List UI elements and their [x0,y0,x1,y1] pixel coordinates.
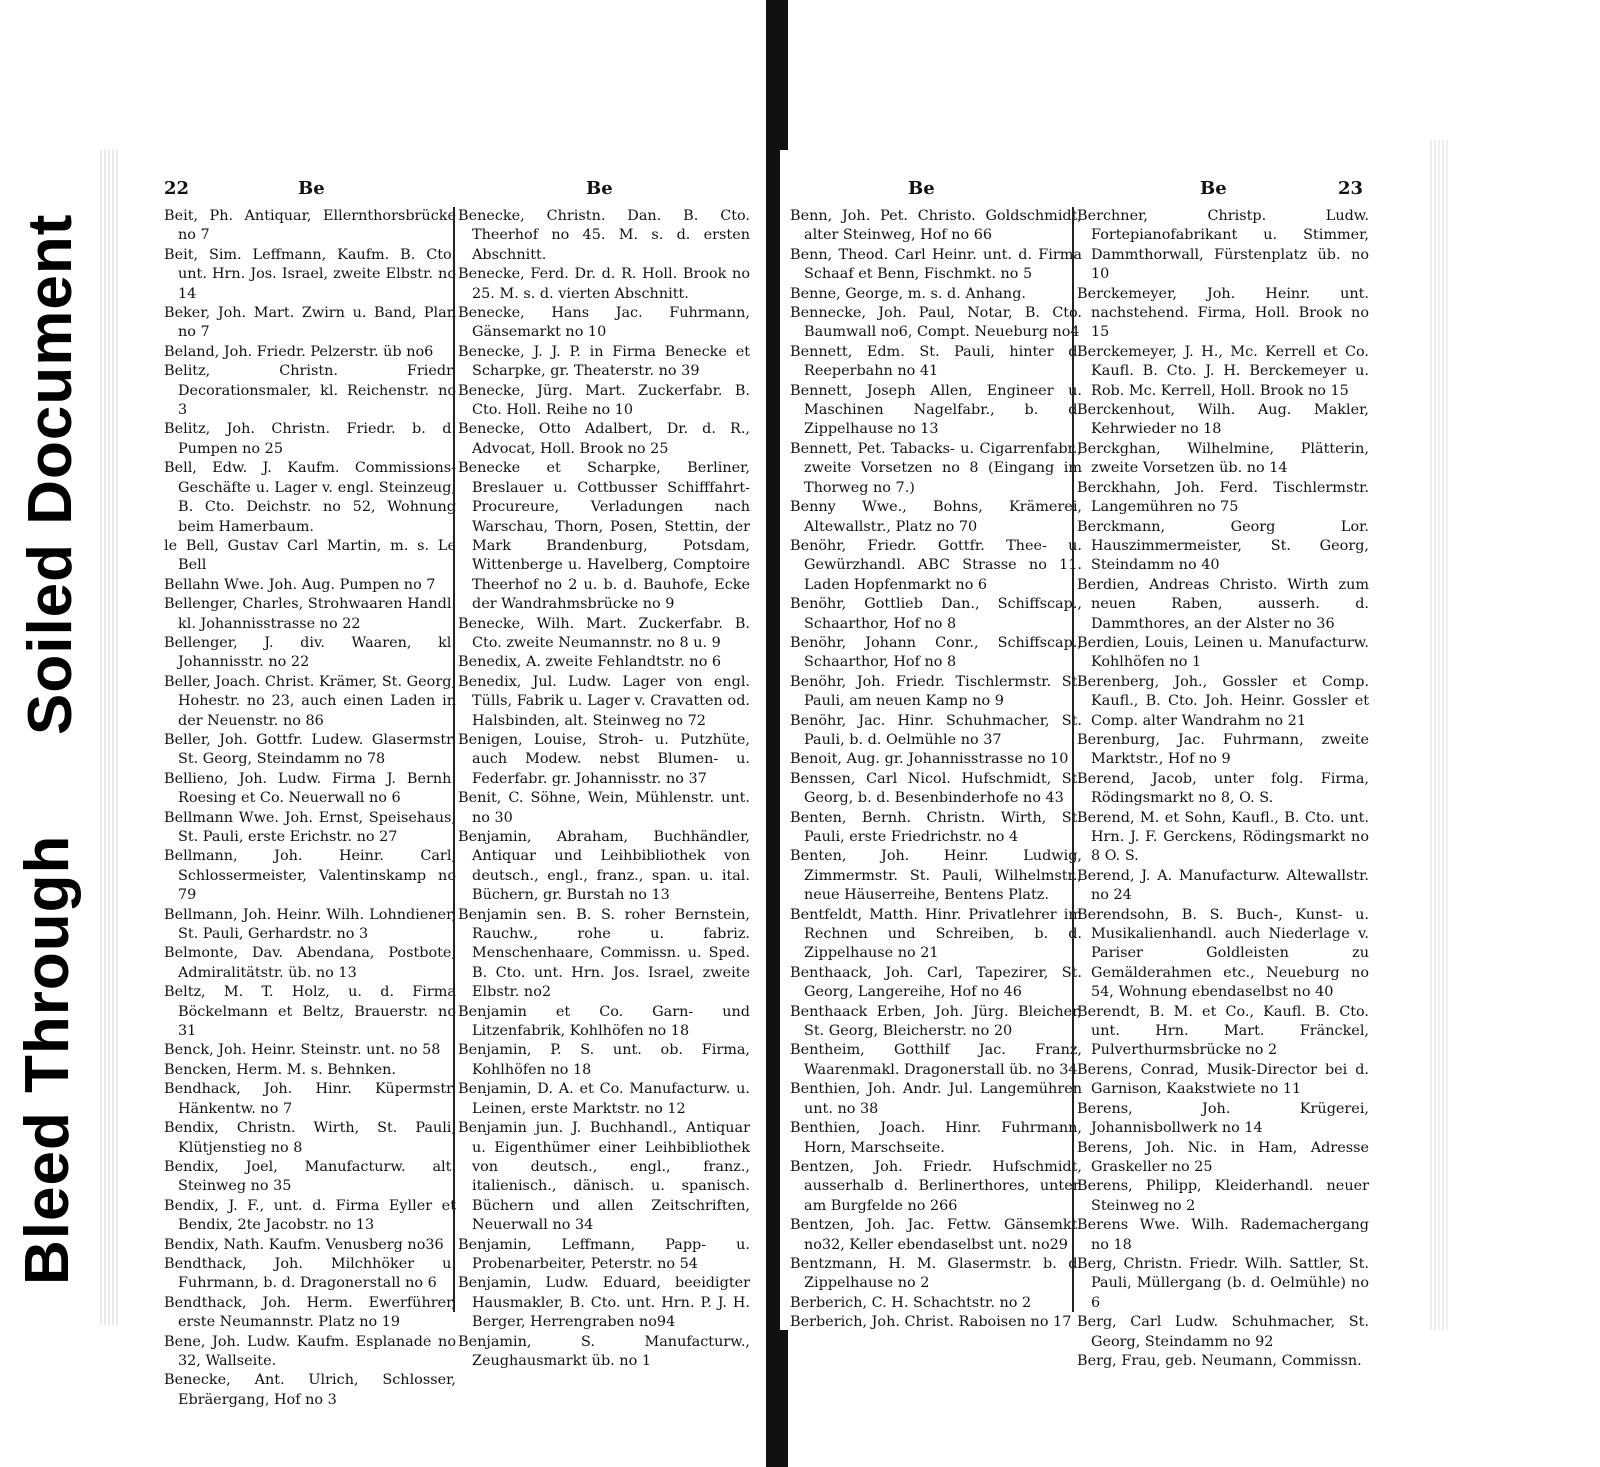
directory-entry: Benecke, Ferd. Dr. d. R. Holl. Brook no 25. M. s. d. vierten Abschnitt. [458,266,750,302]
directory-entry: Berend, Jacob, unter folg. Firma, Rödingsmarkt no 8, O. S. [1077,770,1369,807]
page-edge-right [1430,140,1450,1330]
directory-entry: Benöhr, Jac. Hinr. Schuhmacher, St. Pauli, b. d. Oelmühle no 37 [790,712,1082,748]
left-col1-header: Be [298,178,325,199]
bleed-through-label: Bleed Through [13,834,82,1285]
directory-entry: Benecke, J. J. P. in Firma Benecke et Scharpke, gr. Theaterstr. no 39 [458,343,750,380]
directory-entry: Benny Wwe., Bohns, Krämerei, Altewallstr., Platz no 70 [790,499,1082,535]
directory-entry: Berendsohn, B. S. Buch-, Kunst- u. Musikalienhandl. auch Niederlage v. Pariser Goldleisten zu Gemälderahmen etc., Neueburg no 54, Wohnung ebendaselbst no 40 [1077,906,1369,1001]
directory-entry: Benn, Joh. Pet. Christo. Goldschmidt, alter Steinweg, Hof no 66 [790,208,1082,244]
directory-entry: Benjamin, S. Manufacturw., Zeughausmarkt üb. no 1 [458,1333,750,1369]
directory-entry: Bentheim, Gotthilf Jac. Franz, Waarenmakl. Dragonerstall üb. no 34 [790,1042,1082,1078]
directory-entry: Benecke, Ant. Ulrich, Schlosser, Ebräergang, Hof no 3 [164,1372,456,1408]
directory-entry: Benit, C. Söhne, Wein, Mühlenstr. unt. no 30 [458,790,750,826]
directory-entry: Benjamin, D. A. et Co. Manufacturw. u. Leinen, erste Marktstr. no 12 [458,1081,750,1117]
right-col2-header: Be [1200,178,1227,199]
directory-entry: Bentzen, Joh. Jac. Fettw. Gänsemkt. no32, Keller ebendaselbst unt. no29 [790,1217,1082,1253]
directory-entry: Benjamin, Ludw. Eduard, beeidigter Hausmakler, B. Cto. unt. Hrn. P. J. H. Berger, Herrengraben no94 [458,1275,750,1331]
left-column-1 [164,207,456,1410]
directory-entry: Benöhr, Gottlieb Dan., Schiffscap., Schaarthor, Hof no 8 [790,596,1082,632]
directory-entry: Berens, Conrad, Musik-Director bei d. Garnison, Kaakstwiete no 11 [1077,1061,1369,1098]
directory-entry: Benssen, Carl Nicol. Hufschmidt, St. Georg, b. d. Besenbinderhofe no 43 [790,770,1082,807]
directory-entry: Berdien, Louis, Leinen u. Manufacturw. Kohlhöfen no 1 [1077,634,1369,671]
directory-entry: Beltz, M. T. Holz, u. d. Firma Böckelmann et Beltz, Brauerstr. no 31 [164,984,456,1040]
directory-entry: Benigen, Louise, Stroh- u. Putzhüte, auch Modew. nebst Blumen- u. Federfabr. gr. Johannisstr. no 37 [458,731,750,787]
directory-entry: Berg, Carl Ludw. Schuhmacher, St. Georg, Steindamm no 92 [1077,1314,1369,1350]
directory-entry: Berenberg, Joh., Gossler et Comp. Kaufl., B. Cto. Joh. Heinr. Gossler et Comp. alter Wandrahm no 21 [1077,673,1369,729]
directory-entry: Berens, Philipp, Kleiderhandl. neuer Steinweg no 2 [1077,1178,1369,1214]
directory-entry: Berens, Joh. Nic. in Ham, Adresse Graskeller no 25 [1077,1139,1369,1175]
right-column-2 [1072,207,1369,1369]
directory-entry: Benthien, Joach. Hinr. Fuhrmann, Horn, Marschseite. [790,1120,1082,1156]
directory-entry: Berberich, C. H. Schachtstr. no 2 [790,1294,1032,1311]
directory-entry: Berg, Frau, geb. Neumann, Commissn. [1077,1352,1362,1369]
directory-entry: Bentzmann, H. M. Glasermstr. b. d. Zippelhause no 2 [790,1255,1082,1292]
directory-entry: Benecke, Wilh. Mart. Zuckerfabr. B. Cto. zweite Neumannstr. no 8 u. 9 [458,615,750,651]
left-col2-header: Be [586,178,613,199]
directory-entry: Benjamin jun. J. Buchhandl., Antiquar u. Eigenthümer einer Leihbibliothek von deutsch., engl., franz., italienisch., dänisch. u. spanisch. Büchern und allen Zeitschriften, Neuerwall no 34 [458,1120,750,1234]
directory-entry: Bellmann Wwe. Joh. Ernst, Speisehaus, St. Pauli, erste Erichstr. no 27 [164,809,456,845]
right-col1-header: Be [908,178,935,199]
directory-entry: Bendix, Christn. Wirth, St. Pauli, Klütjenstieg no 8 [164,1120,456,1156]
directory-entry: Berenburg, Jac. Fuhrmann, zweite Marktstr., Hof no 9 [1077,731,1369,768]
directory-entry: Benck, Joh. Heinr. Steinstr. unt. no 58 [164,1042,441,1059]
directory-entry: Benoit, Aug. gr. Johannisstrasse no 10 [790,751,1069,768]
directory-entry: Bendthack, Joh. Herm. Ewerführer, erste Neumannstr. Platz no 19 [164,1294,456,1331]
directory-entry: Berend, J. A. Manufacturw. Altewallstr. no 24 [1077,867,1369,904]
directory-entry: Benöhr, Friedr. Gottfr. Thee- u. Gewürzhandl. ABC Strasse no 11. Laden Hopfenmarkt no 6 [790,537,1082,593]
directory-entry: Beller, Joh. Gottfr. Ludew. Glasermstr. St. Georg, Steindamm no 78 [164,731,456,768]
directory-entry: Bene, Joh. Ludw. Kaufm. Esplanade no 32, Wallseite. [164,1333,456,1369]
directory-entry: Benedix, A. zweite Fehlandtstr. no 6 [458,654,722,671]
directory-entry: Bellenger, J. div. Waaren, kl. Johannisstr. no 22 [164,634,456,671]
directory-entry: Belitz, Christn. Friedr. Decorationsmaler, kl. Reichenstr. no 3 [164,363,456,419]
directory-entry: Berendt, B. M. et Co., Kaufl. B. Cto. unt. Hrn. Mart. Fränckel, Pulverthurmsbrücke no 2 [1077,1003,1369,1059]
directory-entry: Berckemeyer, J. H., Mc. Kerrell et Co. Kaufl. B. Cto. J. H. Berckemeyer u. Rob. Mc. Kerrell, Holl. Brook no 15 [1077,343,1369,399]
directory-entry: Benne, George, m. s. d. Anhang. [790,285,1026,302]
directory-entry: Berberich, Joh. Christ. Raboisen no 17 [790,1314,1072,1331]
directory-entry: Bennett, Joseph Allen, Engineer u. Maschinen Nagelfabr., b. d. Zippelhause no 13 [790,382,1082,438]
directory-entry: Berdien, Andreas Christo. Wirth zum neuen Raben, ausserh. d. Dammthores, an der Alster no 36 [1077,576,1369,632]
directory-entry: Benedix, Jul. Ludw. Lager von engl. Tülls, Fabrik u. Lager v. Cravatten od. Halsbinden, alt. Steinweg no 72 [458,673,750,729]
directory-entry: Bennecke, Joh. Paul, Notar, B. Cto. Baumwall no6, Compt. Neueburg no4 [790,305,1082,341]
directory-entry: Bendix, Nath. Kaufm. Venusberg no36 [164,1236,444,1253]
directory-entry: Benöhr, Johann Conr., Schiffscap., Schaarthor, Hof no 8 [790,634,1082,671]
directory-entry: Beit, Ph. Antiquar, Ellernthorsbrücke no 7 [164,208,456,244]
directory-entry: Benjamin, Abraham, Buchhändler, Antiquar und Leihbibliothek von deutsch., engl., franz., span. u. ital. Büchern, gr. Burstah no 13 [458,829,750,904]
directory-entry: Bendthack, Joh. Milchhöker u. Fuhrmann, b. d. Dragonerstall no 6 [164,1255,456,1292]
directory-entry: Berckemeyer, Joh. Heinr. unt. nachstehend. Firma, Holl. Brook no 15 [1077,285,1369,341]
directory-entry: Bentzen, Joh. Friedr. Hufschmidt, ausserhalb d. Berlinerthores, unten am Burgfelde no 266 [790,1158,1082,1214]
directory-entry: Berend, M. et Sohn, Kaufl., B. Cto. unt. Hrn. J. F. Gerckens, Rödingsmarkt no 8 O. S. [1077,809,1369,865]
page-number-left: 22 [164,178,190,199]
directory-entry: Berckenhout, Wilh. Aug. Makler, Kehrwieder no 18 [1077,402,1369,438]
directory-entry: Bellahn Wwe. Joh. Aug. Pumpen no 7 [164,576,436,593]
directory-entry: Bendix, J. F., unt. d. Firma Eyller et Bendix, 2te Jacobstr. no 13 [164,1197,456,1234]
directory-entry: Bennett, Edm. St. Pauli, hinter d. Reeperbahn no 41 [790,343,1082,380]
directory-entry: Beller, Joach. Christ. Krämer, St. Georg, Hohestr. no 23, auch einen Laden in der Neuenstr. no 86 [164,673,456,729]
soiled-document-label: Soiled Document [16,213,85,735]
directory-entry: Berg, Christn. Friedr. Wilh. Sattler, St. Pauli, Müllergang (b. d. Oelmühle) no 6 [1077,1255,1369,1311]
directory-entry: Benöhr, Joh. Friedr. Tischlermstr. St. Pauli, am neuen Kamp no 9 [790,673,1082,710]
directory-entry: Benten, Bernh. Christn. Wirth, St. Pauli, erste Friedrichstr. no 4 [790,809,1082,845]
directory-entry: Benjamin sen. B. S. roher Bernstein, Rauchw., rohe u. fabriz. Menschenhaare, Commissn. u. Sped. B. Cto. unt. Hrn. Jos. Israel, zweite Elbstr. no2 [458,906,750,1001]
directory-entry: Benecke, Jürg. Mart. Zuckerfabr. B. Cto. Holl. Reihe no 10 [458,382,750,419]
directory-entry: Berens Wwe. Wilh. Rademachergang no 18 [1077,1217,1369,1253]
directory-entry: Berens, Joh. Krügerei, Johannisbollwerk no 14 [1077,1100,1369,1137]
directory-entry: Benjamin, P. S. unt. ob. Firma, Kohlhöfen no 18 [458,1042,750,1078]
directory-entry: le Bell, Gustav Carl Martin, m. s. Le Bell [164,537,456,574]
directory-entry: Benn, Theod. Carl Heinr. unt. d. Firma Schaaf et Benn, Fischmkt. no 5 [790,246,1082,283]
right-page [780,150,1430,1369]
directory-entry: Bennett, Pet. Tabacks- u. Cigarrenfabr., zweite Vorsetzen no 8 (Eingang im Thorweg no 7.) [790,440,1082,496]
directory-entry: Belmonte, Dav. Abendana, Postbote, Admiralitätstr. üb. no 13 [164,945,456,981]
page-number-right: 23 [1338,178,1364,199]
directory-entry: Benecke, Hans Jac. Fuhrmann, Gänsemarkt no 10 [458,305,750,341]
directory-entry: Bellmann, Joh. Heinr. Wilh. Lohndiener, St. Pauli, Gerhardstr. no 3 [164,906,456,943]
directory-entry: Benecke, Christn. Dan. B. Cto. Theerhof no 45. M. s. d. ersten Abschnitt. [458,208,750,263]
directory-entry: Benthaack, Joh. Carl, Tapezirer, St. Georg, Langereihe, Hof no 46 [790,964,1082,1001]
directory-entry: Benjamin, Leffmann, Papp- u. Probenarbeiter, Peterstr. no 54 [458,1236,750,1272]
directory-entry: Berckmann, Georg Lor. Hauszimmermeister, St. Georg, Steindamm no 40 [1077,518,1369,574]
directory-entry: Bell, Edw. J. Kaufm. Commissions-Geschäfte u. Lager v. engl. Steinzeug, B. Cto. Deichstr. no 52, Wohnung beim Hamerbaum. [164,460,456,535]
directory-entry: Bendix, Joel, Manufacturw. alt. Steinweg no 35 [164,1158,456,1195]
directory-entry: Bellenger, Charles, Strohwaaren Handl. kl. Johannisstrasse no 22 [164,596,456,632]
directory-entry: Beker, Joh. Mart. Zwirn u. Band, Plan no 7 [164,305,456,341]
directory-entry: Beit, Sim. Leffmann, Kaufm. B. Cto. unt. Hrn. Jos. Israel, zweite Elbstr. no 14 [164,246,456,302]
directory-entry: Berchner, Christp. Ludw. Fortepianofabrikant u. Stimmer, Dammthorwall, Fürstenplatz üb. no 10 [1077,208,1369,283]
directory-entry: Bentfeldt, Matth. Hinr. Privatlehrer im Rechnen und Schreiben, b. d. Zippelhause no 21 [790,906,1082,962]
directory-entry: Berckghan, Wilhelmine, Plätterin, zweite Vorsetzen üb. no 14 [1077,440,1369,477]
right-column-1 [790,207,1082,1333]
directory-entry: Bencken, Herm. M. s. Behnken. [164,1061,396,1078]
directory-entry: Bellieno, Joh. Ludw. Firma J. Bernh. Roesing et Co. Neuerwall no 6 [164,770,456,807]
directory-entry: Benten, Joh. Heinr. Ludwig, Zimmermstr. St. Pauli, Wilhelmstr., neue Häuserreihe, Bentens Platz. [790,848,1082,904]
directory-entry: Berckhahn, Joh. Ferd. Tischlermstr. Langemühren no 75 [1077,479,1369,516]
directory-entry: Benecke, Otto Adalbert, Dr. d. R., Advocat, Holl. Brook no 25 [458,421,750,457]
directory-entry: Bellmann, Joh. Heinr. Carl, Schlossermeister, Valentinskamp no 79 [164,848,456,904]
directory-entry: Benecke et Scharpke, Berliner, Breslauer u. Cottbusser Schifffahrt-Procureure, Verladungen nach Warschau, Thorn, Posen, Stettin, der Mark Brandenburg, Potsdam, Wittenberge u. Havelberg, Comptoire Theerhof no 2 u. b. d. Bauhofe, Ecke der Wandrahmsbrücke no 9 [458,460,750,613]
directory-entry: Beland, Joh. Friedr. Pelzerstr. üb no6 [164,343,434,360]
directory-entry: Benjamin et Co. Garn- und Litzenfabrik, Kohlhöfen no 18 [458,1003,750,1040]
left-page [120,150,772,1408]
directory-entry: Benthaack Erben, Joh. Jürg. Bleicher, St. Georg, Bleicherstr. no 20 [790,1003,1082,1040]
directory-entry: Bendhack, Joh. Hinr. Küpermstr. Hänkentw. no 7 [164,1081,456,1117]
directory-entry: Belitz, Joh. Christn. Friedr. b. d. Pumpen no 25 [164,421,456,457]
left-column-2 [453,207,750,1369]
directory-entry: Benthien, Joh. Andr. Jul. Langemühren unt. no 38 [790,1081,1082,1117]
